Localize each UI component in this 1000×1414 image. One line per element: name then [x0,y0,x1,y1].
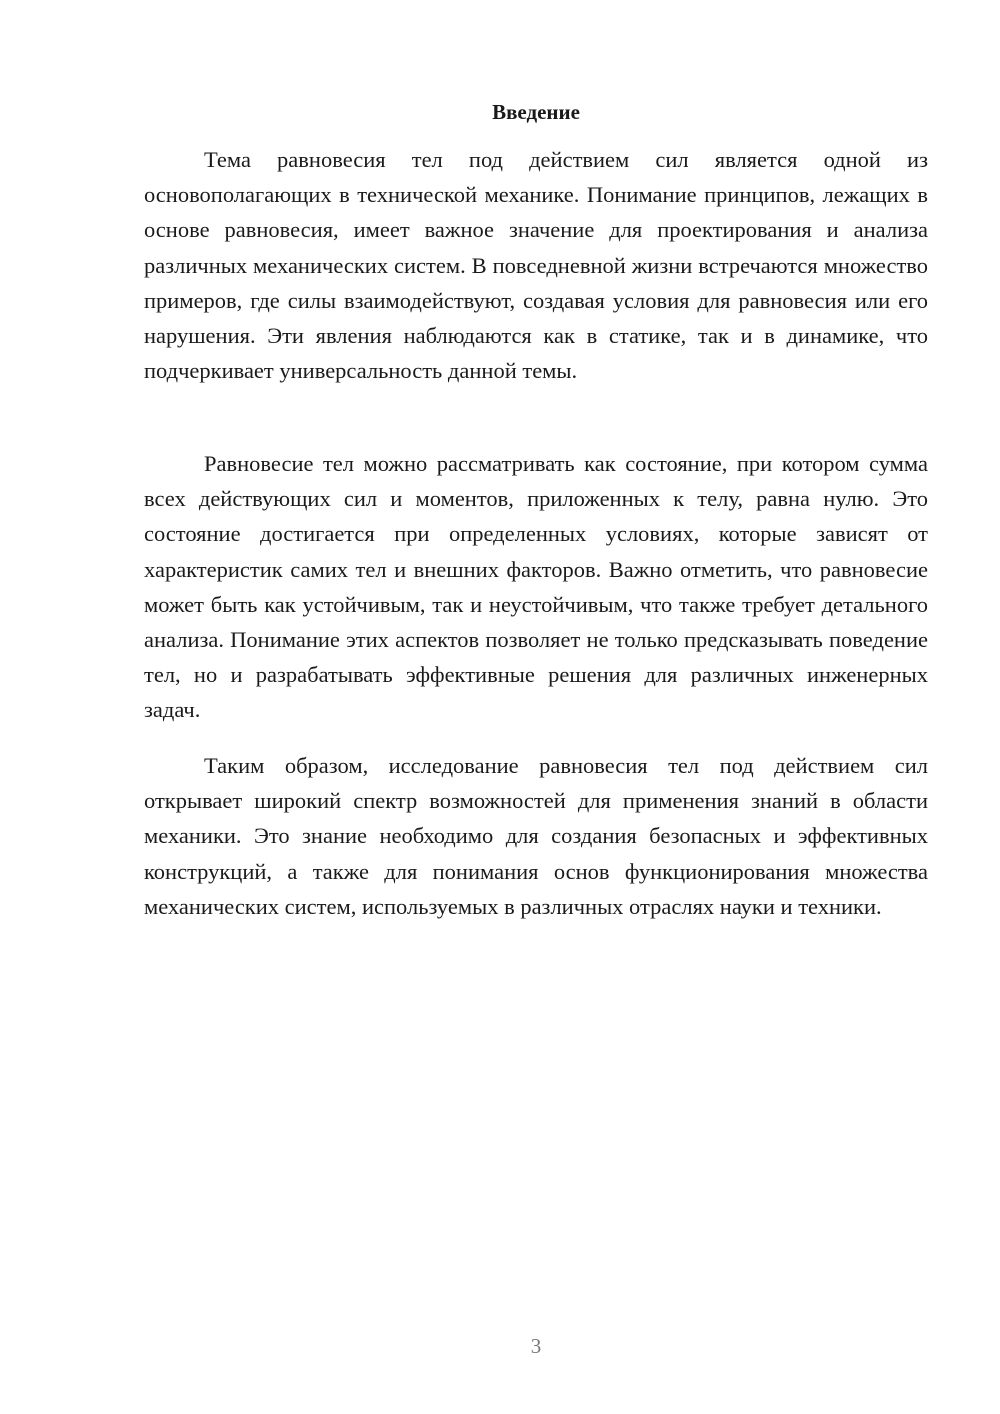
paragraph-3: Таким образом, исследование равновесия тел под действием сил открывает широкий спектр возможностей для применения знаний в области механики. Это знание необходимо для создания безопасных и эффективных конструкций, а также для понимания основ функционирования множества механических систем, используемых в различных отраслях науки и техники. [144,753,928,919]
section-title: Введение [492,100,580,124]
paragraph-2: Равновесие тел можно рассматривать как состояние, при котором сумма всех действующих сил и моментов, приложенных к телу, равна нулю. Это состояние достигается при определенных условиях, которые зависят от характеристик самих тел и внешних факторов. Важно отметить, что равновесие может быть как устойчивым, так и неустойчивым, что также требует детального анализа. Понимание этих аспектов позволяет не только предсказывать поведение тел, но и разрабатывать эффективные решения для различных инженерных задач. [144,451,928,723]
page-number: 3 [530,1334,542,1358]
paragraph-1: Тема равновесия тел под действием сил является одной из основополагающих в технической механике. Понимание принципов, лежащих в основе равновесия, имеет важное значение для проектирования и анализа различных механических систем. В повседневной жизни встречаются множество примеров, где силы взаимодействуют, создавая условия для равновесия или его нарушения. Эти явления наблюдаются как в статике, так и в динамике, что подчеркивает универсальность данной темы. [144,147,928,384]
